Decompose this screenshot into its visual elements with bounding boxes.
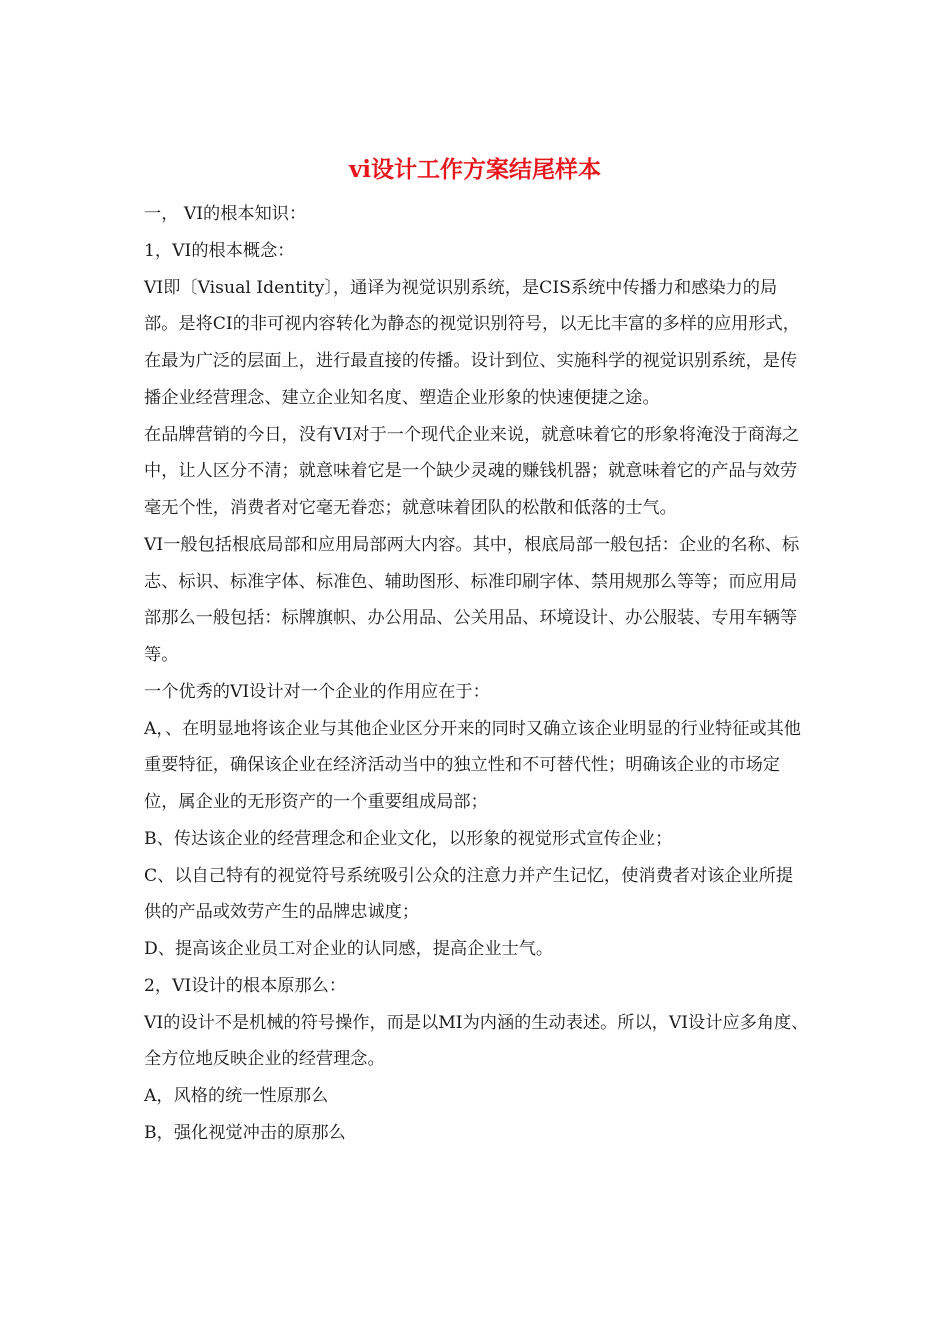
principle-item-b: B，强化视觉冲击的原那么: [144, 1122, 346, 1143]
principle-item-a: A，风格的统一性原那么: [144, 1086, 329, 1106]
section-heading-1: 一， VI的根本知识：: [144, 204, 307, 224]
document-title: vi设计工作方案结尾样本: [348, 156, 602, 183]
list-item-c: C、以自己特有的视觉符号系统吸引公众的注意力并产生记忆，使消费者对该企业所提供的产品或效劳产生的品牌忠诚度；: [144, 865, 794, 923]
paragraph-vi-contents: VI一般包括根底局部和应用局部两大内容。其中，根底局部一般包括：企业的名称、标志、标识、标准字体、标准色、辅助图形、标准印刷字体、禁用规那么等等；而应用局部那么一般包括：标牌旗帜、办公用品、公关用品、环境设计、办公服装、专用车辆等等。: [144, 534, 800, 665]
list-item-d: D、提高该企业员工对企业的认同感，提高企业士气。: [144, 939, 554, 959]
paragraph-brand-marketing: 在品牌营销的今日，没有VI对于一个现代企业来说，就意味着它的形象将淹没于商海之中，让人区分不清；就意味着它是一个缺少灵魂的赚钱机器；就意味着它的产品与效劳毫无个性，消费者对它毫无眷恋；就意味着团队的松散和低落的士气。: [144, 424, 800, 518]
subsection-heading-2: 2，VI设计的根本原那么：: [144, 975, 347, 996]
list-item-a: A，、在明显地将该企业与其他企业区分开来的同时又确立该企业明显的行业特征或其他重要特征，确保该企业在经济活动当中的独立性和不可替代性；明确该企业的市场定位，属企业的无形资产的一个重要组成局部；: [144, 718, 801, 812]
paragraph-vi-role-intro: 一个优秀的VI设计对一个企业的作用应在于：: [144, 681, 490, 702]
paragraph-vi-principles: VI的设计不是机械的符号操作，而是以MI为内涵的生动表述。所以，VI设计应多角度、全方位地反映企业的经营理念。: [144, 1012, 809, 1070]
list-item-b: B、传达该企业的经营理念和企业文化，以形象的视觉形式宣传企业；: [144, 828, 673, 849]
subsection-heading-1: 1，VI的根本概念：: [144, 240, 295, 261]
document-body: [144, 196, 810, 1152]
paragraph-vi-definition: VI即〔Visual Identity〕，通译为视觉识别系统，是CIS系统中传播力和感染力的局部。是将CI的非可视内容转化为静态的视觉识别符号，以无比丰富的多样的应用形式，在最为广泛的层面上，进行最直接的传播。设计到位、实施科学的视觉识别系统，是传播企业经营理念、建立企业知名度、塑造企业形象的快速便捷之途。: [144, 277, 800, 408]
